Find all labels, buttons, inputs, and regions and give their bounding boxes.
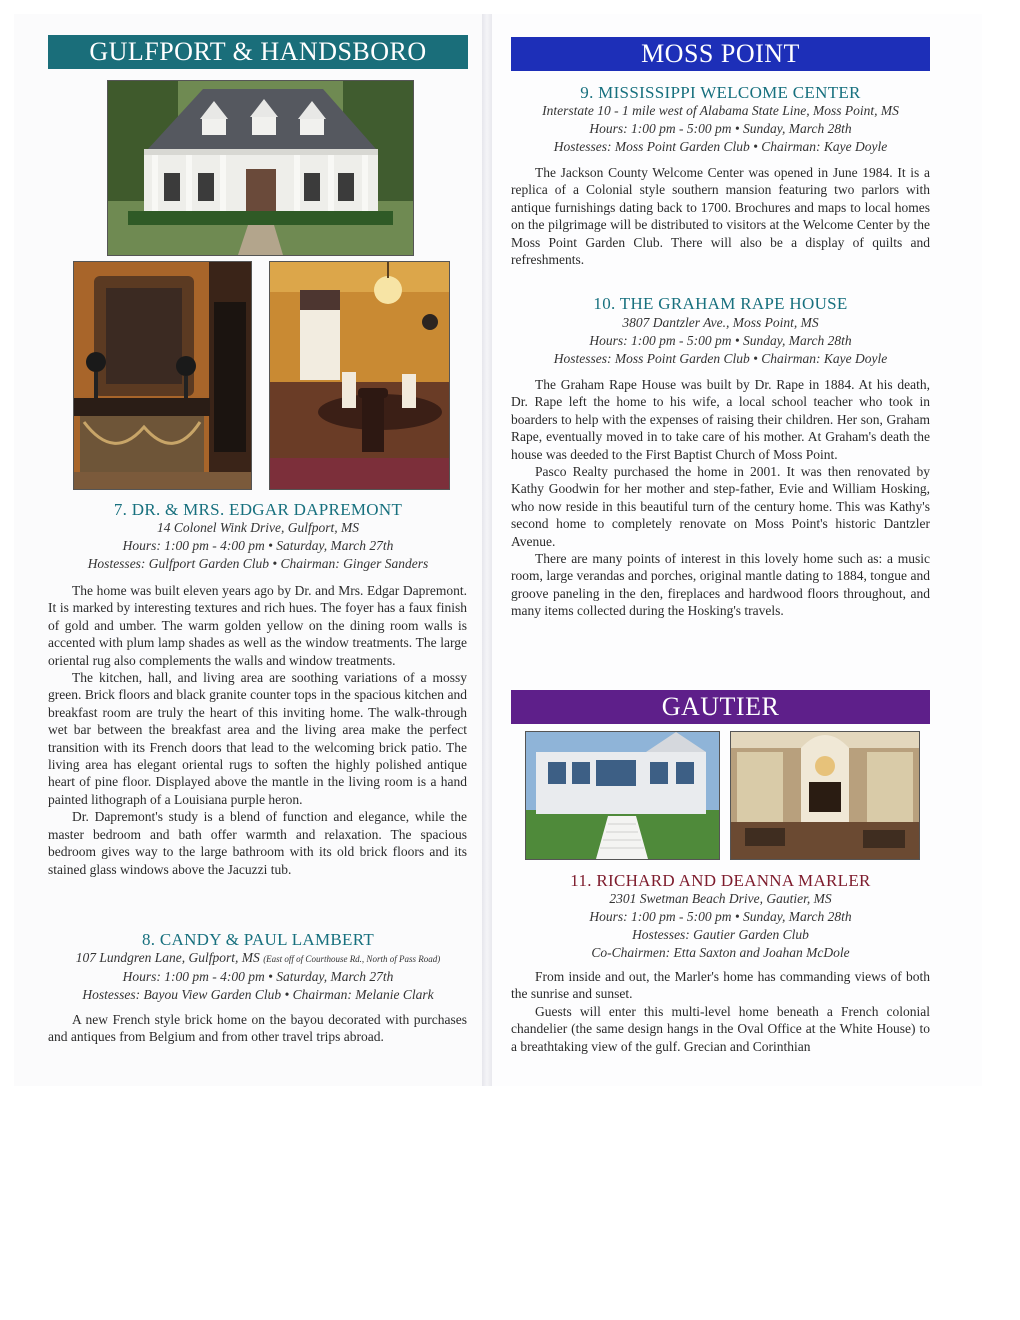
entry-8-address-line xyxy=(48,949,468,968)
entry-8-paragraph: A new French style brick home on the bayou decorated with purchases and antiques from Belgium and from other travel trips abroad. xyxy=(48,1012,467,1045)
foyer-photo xyxy=(73,261,252,490)
entry-9-details xyxy=(511,102,930,156)
entry-7-hostesses: Hostesses: Gulfport Garden Club • Chairman: Ginger Sanders xyxy=(87,556,429,571)
entry-8-address-note: (East off of Courthouse Rd., North of Pass Road) xyxy=(263,954,441,964)
entry-7-paragraph: The kitchen, hall, and living area are soothing variations of a mossy green. Brick floors and black granite counter tops in the spacious kitchen and breakfast room are truly the heart of this inviting home. The walk-through wet bar between the breakfast area and the living area make the perfect transition with its French doors that lead to the welcoming brick patio. The living area has elegant oriental rugs to soften the highly polished antique heart of pine floor. Displayed above the mantle in the living room is a hand painted lithograph of a Louisiana purple heron. xyxy=(48,670,467,807)
entry-9-hostesses: Hostesses: Moss Point Garden Club • Chairman: Kaye Doyle xyxy=(553,139,888,154)
entry-11-address: 2301 Swetman Beach Drive, Gautier, MS xyxy=(609,891,832,906)
entry-7-paragraph: The home was built eleven years ago by Dr. and Mrs. Edgar Dapremont. It is marked by interesting textures and rich hues. The foyer has a faux finish of gold and umber. The warm golden yellow on the dining room walls is accented with plum lamp shades as well as the window treatments. The large oriental rug also complements the walls and window treatments. xyxy=(48,583,467,668)
entry-10-address: 3807 Dantzler Ave., Moss Point, MS xyxy=(622,315,819,330)
house-exterior-photo xyxy=(107,80,414,256)
entry-9-title: 9. MISSISSIPPI WELCOME CENTER xyxy=(580,83,861,102)
dining-room-photo xyxy=(269,261,450,490)
entry-7-description xyxy=(48,582,467,878)
entry-9-address: Interstate 10 - 1 mile west of Alabama State Line, Moss Point, MS xyxy=(542,103,899,118)
entry-8-hours: Hours: 1:00 pm - 4:00 pm • Saturday, March 27th xyxy=(122,969,394,984)
entry-9-hours: Hours: 1:00 pm - 5:00 pm • Sunday, March 28th xyxy=(589,121,852,136)
entry-9-paragraph: The Jackson County Welcome Center was opened in June 1984. It is a replica of a Colonial style southern mansion featuring two parlors with antique furnishings dating back to 1700. Brochures and maps to local homes on the pilgrimage will be distributed to visitors at the Welcome Center by the Moss Point Garden Club. There will also be a display of quilts and refreshments. xyxy=(511,165,930,268)
entry-10-hostesses: Hostesses: Moss Point Garden Club • Chairman: Kaye Doyle xyxy=(553,351,888,366)
entry-11-hours: Hours: 1:00 pm - 5:00 pm • Sunday, March 28th xyxy=(589,909,852,924)
entry-10-paragraph: Pasco Realty purchased the home in 2001. It was then renovated by Kathy Goodwin for her mother and step-father, Evie and William Hosking, who now reside in this beautiful turn of the century home. This was Kathy's second home to completely renovate on Moss Point's historic Dantzler Avenue. xyxy=(511,464,930,549)
entry-11-details xyxy=(511,890,930,962)
entry-11-description xyxy=(511,968,930,1055)
entry-9-description xyxy=(511,164,930,268)
entry-10-paragraph: The Graham Rape House was built by Dr. Rape in 1884. At his death, Dr. Rape left the home to his wife, a local school teacher who took in boarders to help with the expenses of raising their children. Her son, Graham Rape, eventually moved in to take care of his mother. At Graham's death the house was deeded to the First Baptist Church of Moss Point. xyxy=(511,377,930,462)
entry-11-cochairmen: Co-Chairmen: Etta Saxton and Joahan McDole xyxy=(591,945,850,960)
entry-8-description xyxy=(48,1011,467,1046)
entry-8-hostesses: Hostesses: Bayou View Garden Club • Chairman: Melanie Clark xyxy=(82,987,434,1002)
entry-11-title: 11. RICHARD AND DEANNA MARLER xyxy=(570,871,871,890)
marler-exterior-photo xyxy=(525,731,720,860)
entry-8-address: 107 Lundgren Lane, Gulfport, MS xyxy=(75,950,260,965)
gautier-banner: GAUTIER xyxy=(511,690,930,724)
entry-10-hours: Hours: 1:00 pm - 5:00 pm • Sunday, March 28th xyxy=(589,333,852,348)
entry-7-details xyxy=(48,519,468,573)
entry-8-title: 8. CANDY & PAUL LAMBERT xyxy=(141,930,375,949)
entry-10-paragraph: There are many points of interest in this lovely home such as: a music room, large verandas and porches, original mantle dating to 1884, tongue and groove paneling in the den, fireplaces and hardwood floors throughout, and many items collected during the Hosking's travels. xyxy=(511,551,930,619)
entry-7-paragraph: Dr. Dapremont's study is a blend of function and elegance, while the master bedroom and bath offer warmth and relaxation. The spacious bedroom gives way to the large bathroom with its old brick floors and its stained glass windows above the Jacuzzi tub. xyxy=(48,809,467,877)
entry-10-details xyxy=(511,314,930,368)
entry-7-hours: Hours: 1:00 pm - 4:00 pm • Saturday, March 27th xyxy=(122,538,394,553)
entry-11-hostesses: Hostesses: Gautier Garden Club xyxy=(632,927,809,942)
entry-10-description xyxy=(511,376,930,620)
entry-10-title: 10. THE GRAHAM RAPE HOUSE xyxy=(593,294,848,313)
entry-8-details xyxy=(48,949,468,1004)
page-gutter xyxy=(482,14,492,1086)
gulfport-banner: GULFPORT & HANDSBORO xyxy=(48,35,468,69)
entry-11-paragraph: From inside and out, the Marler's home has commanding views of both the sunrise and sunset. xyxy=(511,969,930,1002)
entry-7-title: 7. DR. & MRS. EDGAR DAPREMONT xyxy=(113,500,403,519)
entry-7-address: 14 Colonel Wink Drive, Gulfport, MS xyxy=(156,520,360,535)
entry-11-paragraph: Guests will enter this multi-level home beneath a French colonial chandelier (the same design hangs in the Oval Office at the White House) to a breathtaking view of the gulf. Grecian and Corinthian xyxy=(511,1003,930,1054)
moss-point-banner: MOSS POINT xyxy=(511,37,930,71)
marler-interior-photo xyxy=(730,731,920,860)
